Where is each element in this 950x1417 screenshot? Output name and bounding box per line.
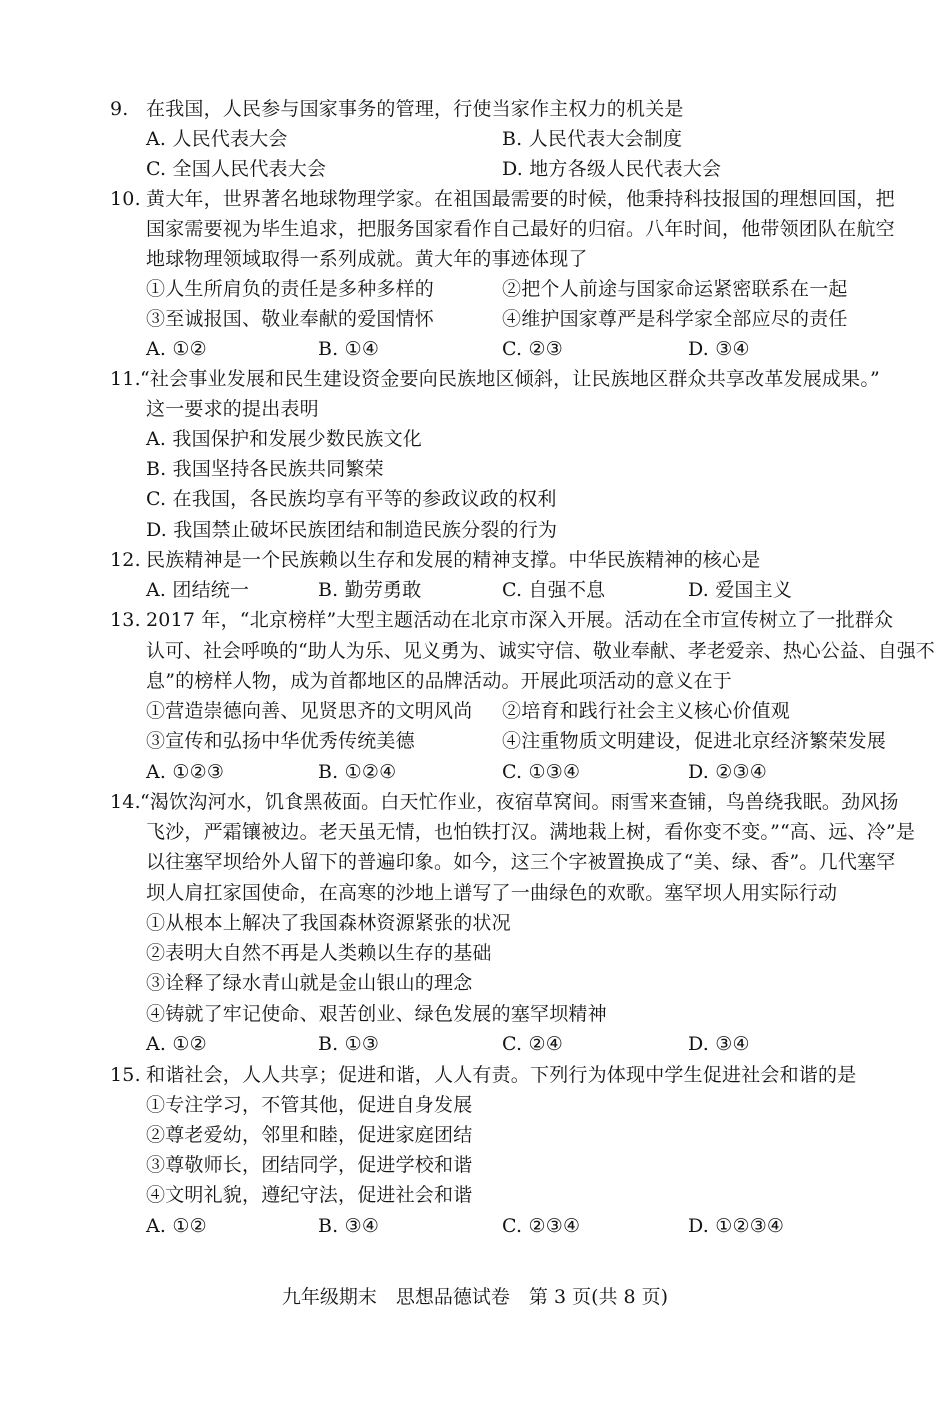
question-stem: 息”的榜样人物，成为首都地区的品牌活动。开展此项活动的意义在于 (146, 670, 732, 692)
option-a: A. ①② (146, 1033, 207, 1055)
question-stem: 坝人肩扛家国使命，在高寒的沙地上谱写了一曲绿色的欢歌。塞罕坝人用实际行动 (146, 882, 838, 904)
question-number: 12. (110, 549, 141, 571)
option-c: C. 自强不息 (502, 579, 606, 601)
statement-item: ①营造崇德向善、见贤思齐的文明风尚 (146, 700, 473, 722)
question-stem: 这一要求的提出表明 (146, 398, 319, 420)
question-stem: 国家需要视为毕生追求，把服务国家看作自己最好的归宿。八年时间，他带领团队在航空 (146, 218, 895, 240)
statement-item: ④注重物质文明建设，促进北京经济繁荣发展 (502, 730, 887, 752)
option-d: D. ③④ (688, 338, 750, 360)
option-a: A. ①② (146, 338, 207, 360)
option-b: B. ①②④ (318, 761, 397, 783)
option-a: A. 我国保护和发展少数民族文化 (146, 428, 423, 450)
statement-item: ①从根本上解决了我国森林资源紧张的状况 (146, 912, 511, 934)
question-number: 14. (110, 791, 141, 813)
question-number: 13. (110, 609, 141, 631)
option-c: C. 全国人民代表大会 (146, 158, 327, 180)
option-d: D. ②③④ (688, 761, 767, 783)
option-a: A. 人民代表大会 (146, 128, 288, 150)
option-b: B. 勤劳勇敢 (318, 579, 422, 601)
option-c: C. ②③ (502, 338, 564, 360)
option-c: C. ②④ (502, 1033, 564, 1055)
option-c: C. ①③④ (502, 761, 581, 783)
statement-item: ②培育和践行社会主义核心价值观 (502, 700, 791, 722)
question-number: 9. (110, 98, 129, 120)
question-stem: 民族精神是一个民族赖以生存和发展的精神支撑。中华民族精神的核心是 (146, 549, 761, 571)
statement-item: ②尊老爱幼，邻里和睦，促进家庭团结 (146, 1124, 473, 1146)
option-d: D. 爱国主义 (688, 579, 793, 601)
question-stem: 和谐社会，人人共享；促进和谐，人人有责。下列行为体现中学生促进社会和谐的是 (146, 1064, 857, 1086)
option-b: B. ③④ (318, 1215, 380, 1237)
option-b: B. ①③ (318, 1033, 380, 1055)
question-stem: 在我国，人民参与国家事务的管理，行使当家作主权力的机关是 (146, 98, 684, 120)
question-stem: 地球物理领域取得一系列成就。黄大年的事迹体现了 (146, 248, 588, 270)
option-d: D. 我国禁止破坏民族团结和制造民族分裂的行为 (146, 519, 558, 541)
question-stem: “社会事业发展和民生建设资金要向民族地区倾斜，让民族地区群众共享改革发展成果。” (140, 368, 880, 390)
question-stem: 认可、社会呼唤的“助人为乐、见义勇为、诚实守信、敬业奉献、孝老爱亲、热心公益、自强不 (146, 640, 935, 662)
option-a: A. ①②③ (146, 761, 225, 783)
statement-item: ③尊敬师长，团结同学，促进学校和谐 (146, 1154, 473, 1176)
statement-item: ①人生所肩负的责任是多种多样的 (146, 278, 435, 300)
question-stem: “渴饮沟河水，饥食黑莜面。白天忙作业，夜宿草窝间。雨雪来查铺，鸟兽绕我眠。劲风扬 (140, 791, 899, 813)
question-number: 10. (110, 188, 141, 210)
statement-item: ①专注学习，不管其他，促进自身发展 (146, 1094, 473, 1116)
statement-item: ③宣传和弘扬中华优秀传统美德 (146, 730, 415, 752)
question-stem: 黄大年，世界著名地球物理学家。在祖国最需要的时候，他秉持科技报国的理想回国，把 (146, 188, 895, 210)
option-b: B. 人民代表大会制度 (502, 128, 683, 150)
option-a: A. ①② (146, 1215, 207, 1237)
statement-item: ②把个人前途与国家命运紧密联系在一起 (502, 278, 848, 300)
option-b: B. ①④ (318, 338, 380, 360)
statement-item: ④维护国家尊严是科学家全部应尽的责任 (502, 308, 848, 330)
statement-item: ③诠释了绿水青山就是金山银山的理念 (146, 972, 473, 994)
option-c: C. 在我国，各民族均享有平等的参政议政的权利 (146, 488, 557, 510)
statement-item: ②表明大自然不再是人类赖以生存的基础 (146, 942, 492, 964)
question-number: 11. (110, 368, 141, 390)
statement-item: ④铸就了牢记使命、艰苦创业、绿色发展的塞罕坝精神 (146, 1003, 607, 1025)
page-footer: 九年级期末 思想品德试卷 第 3 页(共 8 页) (281, 1286, 669, 1308)
option-b: B. 我国坚持各民族共同繁荣 (146, 458, 384, 480)
statement-item: ③至诚报国、敬业奉献的爱国情怀 (146, 308, 435, 330)
question-number: 15. (110, 1064, 141, 1086)
option-d: D. ③④ (688, 1033, 750, 1055)
option-d: D. 地方各级人民代表大会 (502, 158, 722, 180)
question-stem: 2017 年，“北京榜样”大型主题活动在北京市深入开展。活动在全市宣传树立了一批群众 (146, 609, 894, 631)
option-a: A. 团结统一 (146, 579, 250, 601)
question-stem: 以往塞罕坝给外人留下的普遍印象。如今，这三个字被置换成了“美、绿、香”。几代塞罕 (146, 851, 896, 873)
option-d: D. ①②③④ (688, 1215, 785, 1237)
question-stem: 飞沙，严霜镶被边。老天虽无情，也怕铁打汉。满地栽上树，看你变不变。”“高、远、冷”是 (146, 821, 916, 843)
statement-item: ④文明礼貌，遵纪守法，促进社会和谐 (146, 1184, 473, 1206)
option-c: C. ②③④ (502, 1215, 581, 1237)
